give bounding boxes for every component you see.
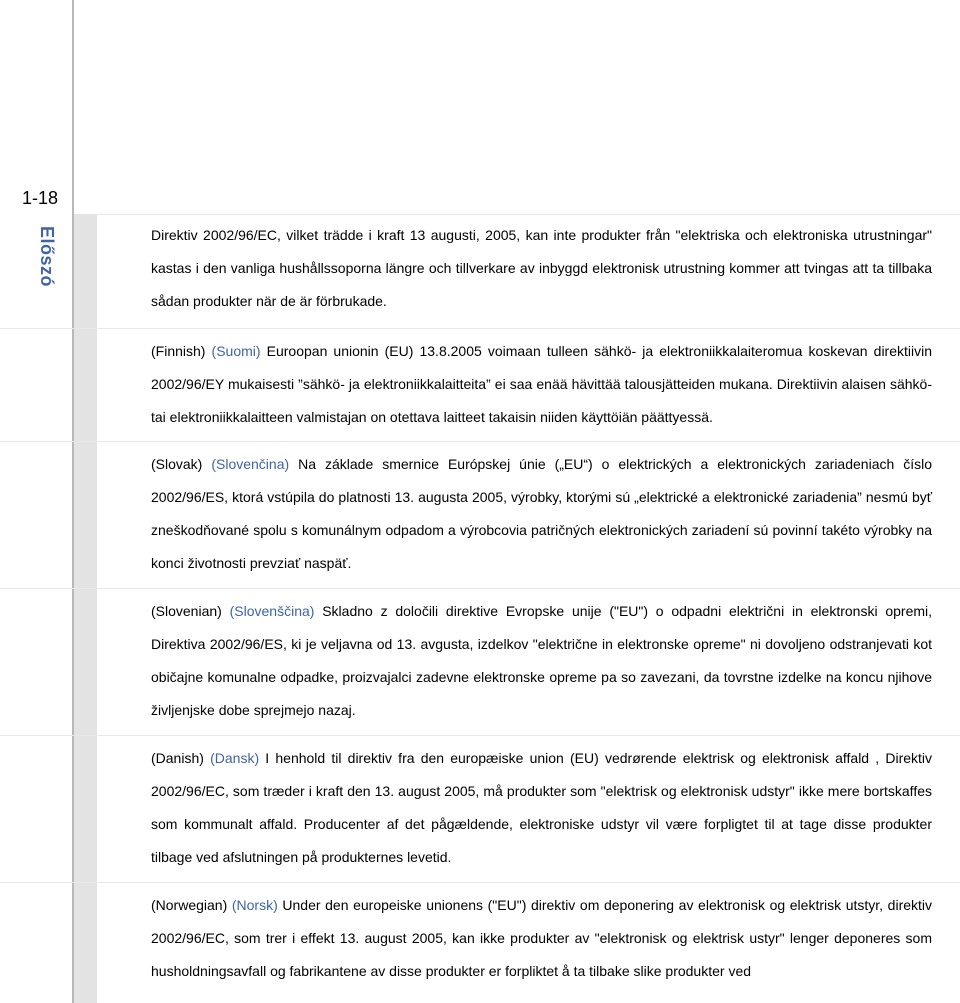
page-number: 1-18 [22, 188, 59, 208]
language-label: (Slovak) [151, 456, 203, 472]
paragraph-danish [151, 735, 932, 882]
paragraph-slovenian [151, 588, 932, 735]
native-language-label: (Slovenščina) [229, 603, 315, 619]
paragraph-text: I henhold til direktiv fra den europæiske union (EU) vedrørende elektrisk og elektronisk affald , Direktiv 2002/96/EC, som træder i kraft den 13. august 2005, må produkter som "elektrisk og elektronisk udstyr" ikke mere bortskaffes som kommunalt affald. Producenter af det pågældende, elektroniske udstyr vil være forpligtet til at tage disse produkter tilbage ved afslutningen på produkternes levetid. [151, 750, 933, 865]
language-label: (Norwegian) [151, 897, 228, 913]
language-label: (Danish) [151, 750, 204, 766]
native-language-label: (Slovenčina) [211, 456, 290, 472]
paragraph-slovak [151, 441, 932, 588]
paragraph-swedish [151, 214, 932, 328]
native-language-label: (Dansk) [210, 750, 260, 766]
paragraph-text: Direktiv 2002/96/EC, vilket trädde i kraft 13 augusti, 2005, kan inte produkter från "elektriska och elektroniska utrustningar" kastas i den vanliga hushållssoporna längre och tillverkare av inbyggd elektronisk utrustning kommer att tvingas att ta tillbaka sådan produkter när de är förbrukade. [151, 227, 932, 309]
language-label: (Finnish) [151, 343, 206, 359]
native-language-label: (Suomi) [211, 343, 261, 359]
paragraph-norwegian [151, 882, 932, 988]
section-sidebar-band [74, 214, 97, 1003]
section-tab-label: Előszó [37, 226, 57, 288]
page-content [151, 214, 932, 988]
paragraph-text: Under den europeiske unionens ("EU") direktiv om deponering av elektronisk og elektrisk utstyr, direktiv 2002/96/EC, som trer i effekt 13. august 2005, kan ikke produkter av "elektronisk og elektrisk ustyr" lenger deponeres som husholdningsavfall og fabrikantene av disse produkter er forpliktet å ta tilbake slike produkter ved [151, 897, 933, 979]
paragraph-text: Euroopan unionin (EU) 13.8.2005 voimaan tulleen sähkö- ja elektroniikkalaiteromua koskevan direktiivin 2002/96/EY mukaisesti ”sähkö- ja elektroniikkalaitteita” ei saa enää hävittää talousjätteiden mukana. Direktiivin alaisen sähkö- tai elektroniikkalaitteen valmistajan on otettava laitteet takaisin niiden käyttöiän päättyessä. [151, 343, 933, 425]
paragraph-finnish [151, 328, 932, 441]
native-language-label: (Norsk) [231, 897, 278, 913]
paragraph-text: Skladno z določili direktive Evropske unije ("EU") o odpadni električni in elektronski opremi, Direktiva 2002/96/ES, ki je veljavna od 13. avgusta, izdelkov "električne in elektronske opreme" ni dovoljeno odstranjevati kot običajne komunalne odpadke, proizvajalci zadevne elektronske opreme pa so zavezani, da tovrstne izdelke na koncu njihove življenjske dobe sprejmejo nazaj. [151, 603, 933, 718]
paragraph-text: Na základe smernice Európskej únie („EU“) o elektrických a elektronických zariadeniach číslo 2002/96/ES, ktorá vstúpila do platnosti 13. augusta 2005, výrobky, ktorými sú „elektrické a elektronické zariadenia” nesmú byť zneškodňované spolu s komunálnym odpadom a výrobcovia patričných elektronických zariadení sú povinní takéto výrobky na konci životnosti prevziať naspäť. [151, 456, 933, 571]
language-label: (Slovenian) [151, 603, 222, 619]
